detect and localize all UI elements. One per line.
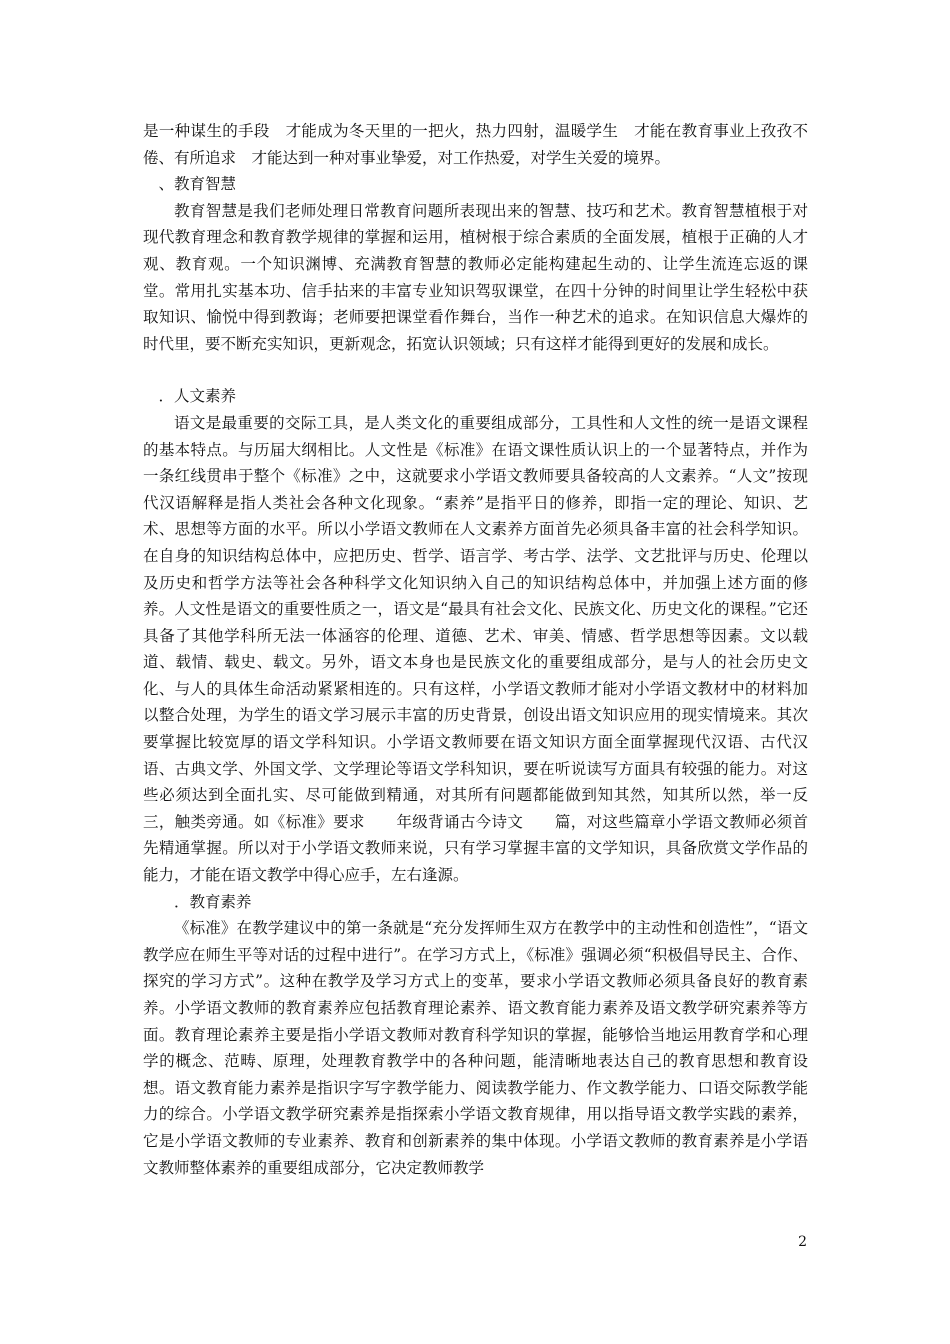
wisdom-paragraph: 教育智慧是我们老师处理日常教育问题所表现出来的智慧、技巧和艺术。教育智慧植根于对现代教育理念和教育教学规律的掌握和运用，植树根于综合素质的全面发展，植根于正确的人才观、教育观。一个知识渊博、充满教育智慧的教师必定能构建起生动的、让学生流连忘返的课堂。常用扎实基本功、信手拈来的丰富专业知识驾驭课堂，在四十分钟的时间里让学生轻松中获取知识、愉悦中得到教诲；老师要把课堂看作舞台，当作一种艺术的追求。在知识信息大爆炸的时代里，要不断充实知识，更新观念，拓宽认识领域；只有这样才能得到更好的发展和成长。 [143,201,808,353]
document-body [143,118,808,1181]
section-heading-humanities: ．人文素养 [143,387,237,406]
intro-paragraph: 是一种谋生的手段 才能成为冬天里的一把火，热力四射，温暖学生 才能在教育事业上孜孜不倦、有所追求 才能达到一种对事业挚爱，对工作热爱，对学生关爱的境界。 [143,122,808,167]
humanities-paragraph: 语文是最重要的交际工具，是人类文化的重要组成部分，工具性和人文性的统一是语文课程的基本特点。与历届大纲相比。人文性是《标准》在语文课性质认识上的一个显著特点，并作为一条红线贯串于整个《标准》之中，这就要求小学语文教师要具备较高的人文素养。“人文”按现代汉语解释是指人类社会各种文化现象。“素养”是指平日的修养，即指一定的理论、知识、艺术、思想等方面的水平。所以小学语文教师在人文素养方面首先必须具备丰富的社会科学知识。在自身的知识结构总体中，应把历史、哲学、语言学、考古学、法学、文艺批评与历史、伦理以及历史和哲学方法等社会各种科学文化知识纳入自己的知识结构总体中，并加强上述方面的修养。人文性是语文的重要性质之一，语文是“最具有社会文化、民族文化、历史文化的课程。”它还具备了其他学科所无法一体涵容的伦理、道德、艺术、审美、情感、哲学思想等因素。文以载道、载情、载史、载文。另外，语文本身也是民族文化的重要组成部分，是与人的社会历史文化、与人的具体生命活动紧紧相连的。只有这样，小学语文教师才能对小学语文教材中的材料加以整合处理，为学生的语文学习展示丰富的历史背景，创设出语文知识应用的现实情境来。其次要掌握比较宽厚的语文学科知识。小学语文教师要在语文知识方面全面掌握现代汉语、古代汉语、古典文学、外国文学、文学理论等语文学科知识，要在听说读写方面具有较强的能力。对这些必须达到全面扎实、尽可能做到精通，对其所有问题都能做到知其然，知其所以然，举一反三，触类旁通。如《标准》要求 年级背诵古今诗文 篇，对这些篇章小学语文教师必须首先精通掌握。所以对于小学语文教师来说，只有学习掌握丰富的文学知识，具备欣赏文学作品的能力，才能在语文教学中得心应手，左右逢源。 [143,413,808,885]
section-heading-wisdom: 、教育智慧 [143,175,237,194]
education-paragraph: 《标准》在教学建议中的第一条就是“充分发挥师生双方在教学中的主动性和创造性”，“语文教学应在师生平等对话的过程中进行”。在学习方式上，《标准》强调必须“积极倡导民主、合作、探究的学习方式”。这种在教学及学习方式上的变革，要求小学语文教师必须具备良好的教育素养。小学语文教师的教育素养应包括教育理论素养、语文教育能力素养及语文教学研究素养等方面。教育理论素养主要是指小学语文教师对教育科学知识的掌握，能够恰当地运用教育学和心理学的概念、范畴、原理，处理教育教学中的各种问题，能清晰地表达自己的教育思想和教育设想。语文教育能力素养是指识字写字教学能力、阅读教学能力、作文教学能力、口语交际教学能力的综合。小学语文教学研究素养是指探索小学语文教育规律，用以指导语文教学实践的素养，它是小学语文教师的专业素养、教育和创新素养的集中体现。小学语文教师的教育素养是小学语文教师整体素养的重要组成部分，它决定教师教学 [143,919,808,1177]
section-spacer [143,357,808,383]
page-number: 2 [798,1234,807,1250]
section-heading-education: ．教育素养 [143,892,252,911]
